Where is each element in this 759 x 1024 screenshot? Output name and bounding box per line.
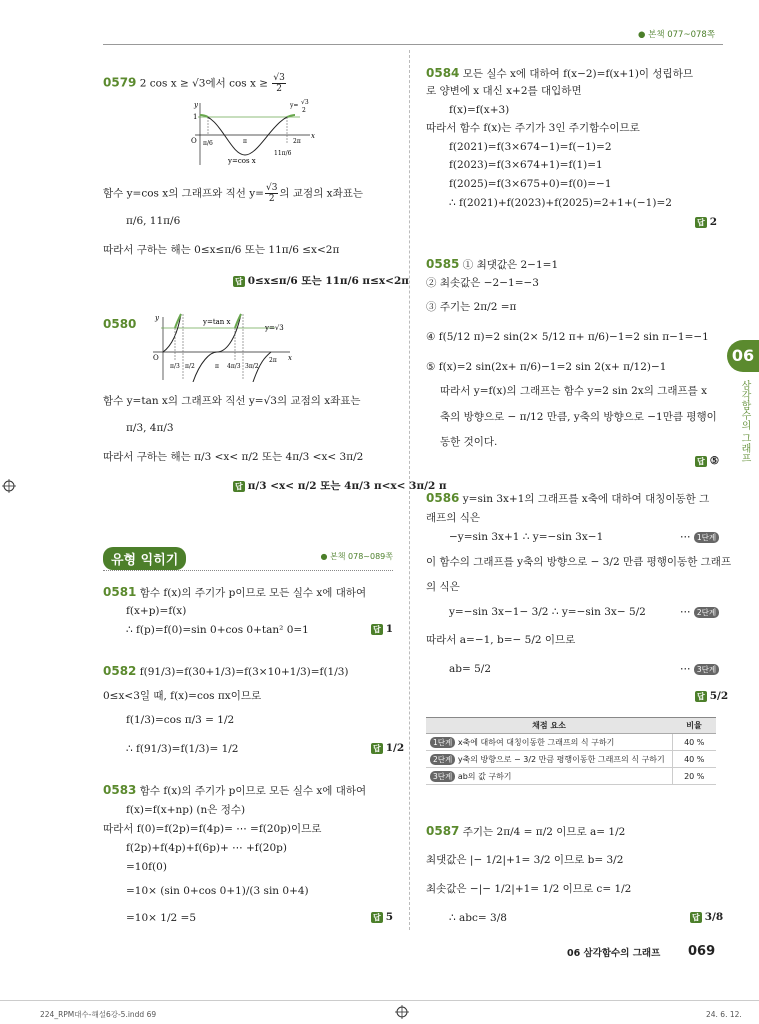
problem-0584-line7: f(2025)=f(3×675+0)=f(0)=−1 — [449, 178, 612, 190]
svg-text:11π/6: 11π/6 — [274, 150, 292, 157]
problem-0583-line4: f(2p)+f(4p)+f(6p)+ ⋯ +f(20p) — [126, 842, 287, 854]
svg-text:y: y — [155, 314, 159, 322]
problem-0580-line1: 함수 y=tan x의 그래프와 직선 y=√3의 교점의 x좌표는 — [103, 395, 361, 407]
table-header: 비율 — [672, 718, 716, 734]
problem-0583-line6: =10× (sin 0+cos 0+1)/(3 sin 0+4) — [126, 885, 309, 897]
svg-text:π/3: π/3 — [170, 363, 180, 370]
problem-0584-line2: 로 양변에 x 대신 x+2를 대입하면 — [426, 85, 582, 97]
svg-text:2: 2 — [302, 107, 306, 114]
section-title: 유형 익히기 — [103, 547, 186, 570]
svg-text:√3: √3 — [301, 99, 309, 106]
section-ref: ● 본책 078~089쪽 — [320, 552, 393, 561]
problem-0579-line4: 따라서 구하는 해는 0≤x≤π/6 또는 11π/6 ≤x<2π — [103, 244, 340, 256]
answer-0581: 답 1 — [373, 623, 394, 635]
answer-0584: 답 2 — [697, 216, 718, 228]
cosine-graph — [170, 95, 320, 167]
svg-text:π: π — [215, 363, 219, 370]
table-header: 채점 요소 — [426, 718, 672, 734]
problem-0581-line1: 0581 함수 f(x)의 주기가 p이므로 모든 실수 x에 대하여 — [103, 585, 367, 599]
problem-0585-line4: ④ f(5/12 π)=2 sin(2× 5/12 π+ π/6)−1=2 sin π−1=−1 — [426, 331, 709, 343]
problem-0584-line8: ∴ f(2021)+f(2023)+f(2025)=2+1+(−1)=2 — [449, 197, 672, 209]
table-row: 3단계 ab의 값 구하기 20 % — [426, 768, 716, 785]
problem-0584-line4: 따라서 함수 f(x)는 주기가 3인 주기함수이므로 — [426, 122, 640, 134]
svg-text:y=cos x: y=cos x — [228, 157, 256, 165]
registration-mark-icon — [2, 479, 16, 493]
answer-0582: 답 1/2 — [373, 742, 405, 754]
svg-text:y: y — [194, 101, 198, 109]
problem-0585-line1: 0585 ① 최댓값은 2−1=1 — [426, 257, 559, 271]
svg-text:π: π — [243, 138, 247, 145]
step-badge-3: ⋯ 3단계 — [680, 662, 719, 676]
table-row: 2단계 y축의 방향으로 − 3/2 만큼 평행이동한 그래프의 식 구하기 40 % — [426, 751, 716, 768]
problem-0582-line1: 0582 f(91/3)=f(30+1/3)=f(3×10+1/3)=f(1/3) — [103, 664, 349, 678]
problem-0586-line1: 0586 y=sin 3x+1의 그래프를 x축에 대하여 대칭이동한 그 — [426, 491, 710, 505]
header-page-ref: ● 본책 077~078쪽 — [638, 30, 716, 40]
top-rule — [103, 44, 723, 45]
section-header — [103, 547, 393, 571]
problem-0587-line2: 최댓값은 |− 1/2|+1= 3/2 이므로 b= 3/2 — [426, 854, 624, 866]
problem-0583-line1: 0583 함수 f(x)의 주기가 p이므로 모든 실수 x에 대하여 — [103, 783, 367, 797]
problem-0586-line5: 의 식은 — [426, 581, 460, 593]
problem-0580-num: 0580 — [103, 317, 137, 331]
problem-0579-line1: 0579 2 cos x ≥ √3에서 cos x ≥ $\frac{√3}{2}$ — [103, 73, 285, 94]
problem-0582-line3: f(1/3)=cos π/3 = 1/2 — [126, 714, 235, 726]
problem-0587-line1: 0587 주기는 2π/4 = π/2 이므로 a= 1/2 — [426, 824, 626, 838]
problem-0579-line3: π/6, 11π/6 — [126, 215, 181, 227]
problem-0583-line2: f(x)=f(x+np) (n은 정수) — [126, 804, 246, 816]
step-badge-2: ⋯ 2단계 — [680, 605, 719, 619]
answer-0586: 답 5/2 — [697, 690, 729, 702]
problem-0584-line1: 0584 모든 실수 x에 대하여 f(x−2)=f(x+1)이 성립하므 — [426, 66, 693, 80]
svg-text:x: x — [288, 354, 292, 362]
scoring-table — [426, 717, 716, 785]
chapter-side-tab — [727, 340, 759, 470]
problem-0587-line3: 최솟값은 −|− 1/2|+1= 1/2 이므로 c= 1/2 — [426, 883, 632, 895]
footer-file: 224_RPM대수-해설6강-5.indd 69 — [40, 1010, 157, 1019]
answer-0585: 답 ⑤ — [697, 455, 720, 467]
problem-0584-line3: f(x)=f(x+3) — [449, 104, 510, 116]
problem-0586-line7: 따라서 a=−1, b=− 5/2 이므로 — [426, 634, 576, 646]
problem-0583-line7: =10× 1/2 =5 — [126, 912, 197, 924]
problem-0583-line3: 따라서 f(0)=f(2p)=f(4p)= ⋯ =f(20p)이므로 — [103, 823, 322, 835]
problem-0586-line3: −y=sin 3x+1 ∴ y=−sin 3x−1 — [449, 531, 604, 543]
svg-text:π/2: π/2 — [185, 363, 195, 370]
footer-chapter: 06 삼각함수의 그래프 — [567, 948, 661, 959]
svg-text:y=tan x: y=tan x — [203, 318, 231, 326]
chapter-number: 06 — [727, 340, 759, 372]
svg-text:3π/2: 3π/2 — [245, 363, 259, 370]
chapter-title: 삼각함수의 그래프 — [739, 380, 750, 464]
table-row: 1단계 x축에 대하여 대칭이동한 그래프의 식 구하기 40 % — [426, 734, 716, 751]
problem-0585-line3: ③ 주기는 2π/2 =π — [426, 301, 517, 313]
fraction: $\frac{√3}{2}$ — [273, 73, 285, 94]
problem-0585-line2: ② 최솟값은 −2−1=−3 — [426, 277, 539, 289]
problem-0579-line2: 함수 y=cos x의 그래프와 직선 y= $\frac{√3}{2}$ 의 교점의 x좌표는 — [103, 183, 364, 204]
problem-0586-line6: y=−sin 3x−1− 3/2 ∴ y=−sin 3x− 5/2 — [449, 606, 646, 618]
svg-text:2π: 2π — [269, 357, 277, 364]
registration-mark-icon — [395, 1005, 409, 1019]
answer-0580: 답 π/3 <x< π/2 또는 4π/3 π<x< 3π/2 π — [235, 480, 447, 492]
problem-0582-line4: ∴ f(91/3)=f(1/3)= 1/2 — [126, 743, 239, 755]
problem-0581-line3: ∴ f(p)=f(0)=sin 0+cos 0+tan² 0=1 — [126, 624, 309, 636]
problem-0583-line5: =10f(0) — [126, 861, 167, 873]
answer-badge: 답 — [235, 276, 243, 286]
problem-0586-line2: 래프의 식은 — [426, 512, 481, 524]
step-badge-1: ⋯ 1단계 — [680, 530, 719, 544]
problem-0584-line6: f(2023)=f(3×674+1)=f(1)=1 — [449, 159, 603, 171]
tangent-graph — [145, 312, 295, 382]
problem-0585-line8: 동한 것이다. — [440, 436, 498, 448]
problem-0580-line2: π/3, 4π/3 — [126, 422, 174, 434]
footer-page-number: 069 — [688, 944, 716, 959]
svg-text:x: x — [311, 132, 315, 140]
svg-text:2π: 2π — [293, 138, 301, 145]
answer-0587: 답 3/8 — [692, 911, 724, 923]
problem-0581-line2: f(x+p)=f(x) — [126, 605, 187, 617]
svg-text:O: O — [153, 354, 159, 362]
problem-0586-line4: 이 함수의 그래프를 y축의 방향으로 − 3/2 만큼 평행이동한 그래프 — [426, 556, 732, 568]
problem-0584-line5: f(2021)=f(3×674−1)=f(−1)=2 — [449, 141, 612, 153]
problem-0580-line3: 따라서 구하는 해는 π/3 <x< π/2 또는 4π/3 <x< 3π/2 — [103, 451, 364, 463]
svg-text:4π/3: 4π/3 — [227, 363, 241, 370]
svg-text:y=: y= — [290, 102, 299, 109]
problem-0585-line7: 축의 방향으로 − π/12 만큼, y축의 방향으로 −1만큼 평행이 — [440, 411, 717, 423]
problem-0582-line2: 0≤x<3일 때, f(x)=cos πx이므로 — [103, 690, 262, 702]
problem-0587-line4: ∴ abc= 3/8 — [449, 912, 507, 924]
svg-text:y=√3: y=√3 — [265, 324, 284, 332]
svg-text:O: O — [191, 137, 197, 145]
problem-0585-line6: 따라서 y=f(x)의 그래프는 함수 y=2 sin 2x의 그래프를 x — [440, 385, 708, 397]
problem-0586-line8: ab= 5/2 — [449, 663, 492, 675]
problem-0585-line5: ⑤ f(x)=2 sin(2x+ π/6)−1=2 sin 2(x+ π/12)−1 — [426, 361, 667, 373]
footer-rule — [0, 1000, 759, 1001]
footer-date: 24. 6. 12. — [706, 1010, 742, 1019]
problem-number: 0579 — [103, 75, 137, 90]
answer-0579: 답 0≤x≤π/6 또는 11π/6 π≤x<2π — [235, 275, 409, 287]
answer-0583: 답 5 — [373, 911, 394, 923]
svg-text:π/6: π/6 — [203, 140, 213, 147]
svg-text:1: 1 — [193, 113, 198, 121]
